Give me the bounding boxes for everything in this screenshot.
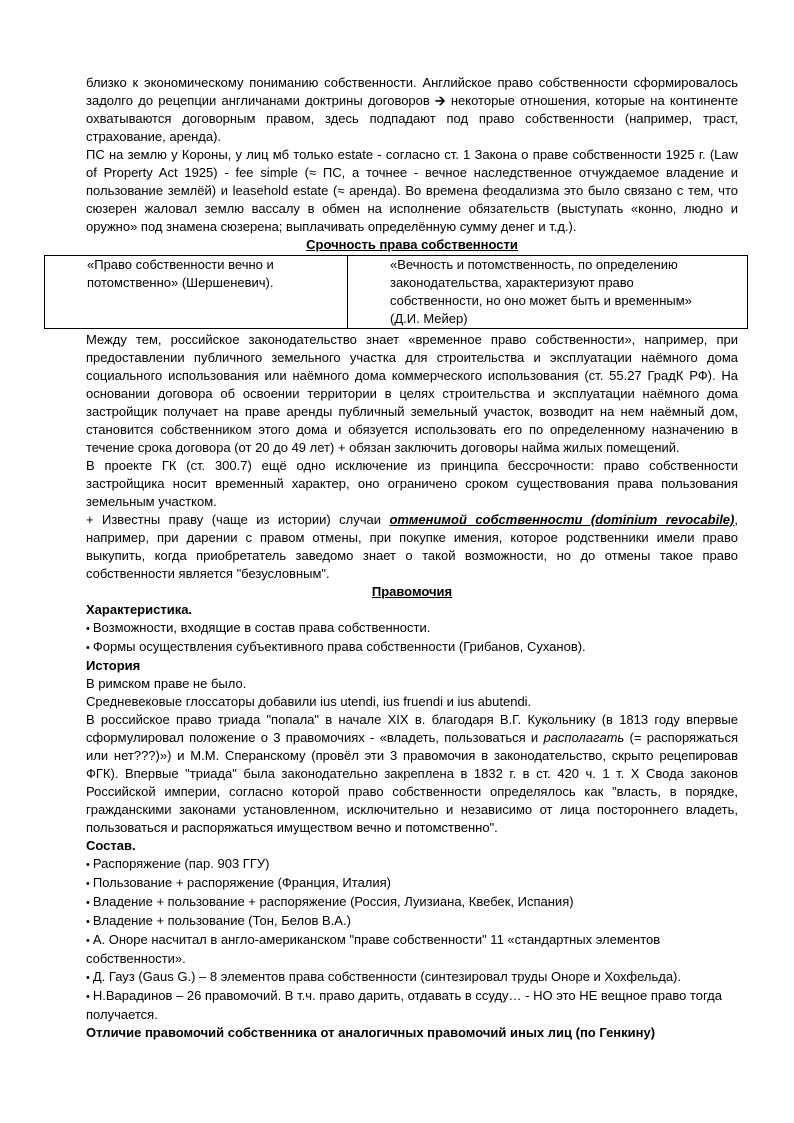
bullet-icon: • <box>86 897 90 909</box>
urgency-title: Срочность права собственности <box>306 237 518 252</box>
powers-title: Правомочия <box>371 584 453 599</box>
revocable-text-a: + Известны праву (чаще из истории) случаи <box>86 512 390 527</box>
list-item: • Владение + пользование + распоряжение (Россия, Луизиана, Квебек, Испания) <box>86 894 574 909</box>
revocable-text-c: , например, при дарении с правом отмены, при покупке имения, которое родственники имели право выкупить, когда приобретатель заведомо знает о такой возможности, но до отмены такое право собственности является "безусловным". <box>86 512 738 581</box>
bullet-icon: • <box>86 878 90 890</box>
bullet-icon: • <box>86 859 90 871</box>
revocable-term: отменимой собственности (dominium revocabile) <box>389 512 735 527</box>
bullet-icon: • <box>86 991 90 1003</box>
list-item: • А. Оноре насчитал в англо-американском "праве собственности" 11 «стандартных элементов собственности». <box>86 932 661 966</box>
list-item: • Владение + пользование (Тон, Белов В.А.) <box>86 913 351 928</box>
quotes-table <box>44 255 748 329</box>
history-italic-term: располагать <box>543 730 625 745</box>
genkin-heading: Отличие правомочий собственника от аналогичных правомочий иных лиц (по Генкину) <box>86 1025 656 1040</box>
list-item: • Н.Варадинов – 26 правомочий. В т.ч. право дарить, отдавать в ссуду… - НО это НЕ вещное право тогда получается. <box>86 988 722 1022</box>
bullet-icon: • <box>86 935 90 947</box>
intro-paragraph-1 <box>86 74 738 146</box>
list-item: • Возможности, входящие в состав права собственности. <box>86 620 431 635</box>
bullet-icon: • <box>86 916 90 928</box>
bullet-icon: • <box>86 642 90 654</box>
composition-heading: Состав. <box>86 838 136 853</box>
list-item: • Формы осуществления субъективного права собственности (Грибанов, Суханов). <box>86 639 586 654</box>
characteristic-heading: Характеристика. <box>86 602 193 617</box>
history-heading: История <box>86 658 141 673</box>
list-item: • Д. Гауз (Gaus G.) – 8 элементов права собственности (синтезировал труды Оноре и Хохфельда). <box>86 969 681 984</box>
bullet-icon: • <box>86 623 90 635</box>
quote-meyer: «Вечность и потомственность, по определению законодательства, характеризуют право собственности, но оно может быть и временным» (Д.И. Мейер) <box>390 257 692 326</box>
quote-cell-left <box>45 256 348 329</box>
body-paragraph-temporary-ownership: Между тем, российское законодательство знает «временное право собственности», например, при предоставлении публичного земельного участка для строительства и эксплуатации наёмного дома социального использования или наёмного дома коммерческого использования (ст. 55.27 ГрадК РФ). На основании договора об освоении территории в целях строительства и эксплуатации наёмного дома застройщик получает на праве аренды публичный земельный участок, возводит на нем наёмный дом, становится собственником этого дома и обязуется использовать его по определенному назначению в течение срока договора (от 20 до 49 лет) + обязан заключить договоры найма жилых помещений. <box>86 332 738 455</box>
document-page <box>86 74 738 1042</box>
body-paragraph-revocable <box>86 511 738 583</box>
history-line-roman: В римском праве не было. <box>86 676 247 691</box>
right-arrow-icon: 🡪 <box>435 93 446 108</box>
quote-shershenevich: «Право собственности вечно и потомственно» (Шершеневич). <box>87 257 274 290</box>
intro-text-a: близко к экономическому пониманию собственности. Английское право собственности сформировалось задолго до рецепции англичанами доктрины договоров <box>86 75 738 108</box>
history-line-glossators: Средневековые глоссаторы добавили ius utendi, ius fruendi и ius abutendi. <box>86 694 532 709</box>
intro-text-b: некоторые отношения, которые на континенте охватываются договорным правом, здесь подпадают под право собственности (например, траст, страхование, аренда). <box>86 93 739 144</box>
history-paragraph-russian: В российское право триада "попала" в начале XIX в. благодаря В.Г. Кукольнику (в 1813 году впервые сформулировал положение о 3 правомочиях - «владеть, пользоваться и располагать (= распоряжаться или нет???)») и М.М. Сперанскому (провёл эти 3 правомочия в законодательство, скрыто рецепировав ФГК). Впервые "триада" была законодательно закреплена в 1832 г. в ст. 420 ч. 1 т. X Свода законов Российской империи, согласно которой право собственности определялось как "власть, в порядке, гражданскими законами установленном, исключительно и независимо от лица постороннего владеть, пользоваться и распоряжаться имуществом вечно и потомственно". <box>86 712 738 835</box>
body-paragraph-draft-code: В проекте ГК (ст. 300.7) ещё одно исключение из принципа бессрочности: право собственности застройщика носит временный характер, оно ограничено сроком существования права пользования земельным участком. <box>86 458 738 509</box>
bullet-icon: • <box>86 972 90 984</box>
quote-cell-right <box>348 256 748 329</box>
list-item: • Распоряжение (пар. 903 ГГУ) <box>86 856 270 871</box>
intro-paragraph-2: ПС на землю у Короны, у лиц мб только estate - согласно ст. 1 Закона о праве собственности 1925 г. (Law of Property Act 1925) - fee simple (≈ ПС, а точнее - вечное наследственное отчуждаемое владение и пользование землёй) и leasehold estate (≈ аренда). Во времена феодализма это было связано с тем, что сюзерен жаловал землю вассалу в обмен на исполнение обязательств (выступать «конно, людно и оружно» под знамена сюзерена; выплачивать определённую сумму денег и т.д.). <box>86 147 738 234</box>
list-item: • Пользование + распоряжение (Франция, Италия) <box>86 875 392 890</box>
